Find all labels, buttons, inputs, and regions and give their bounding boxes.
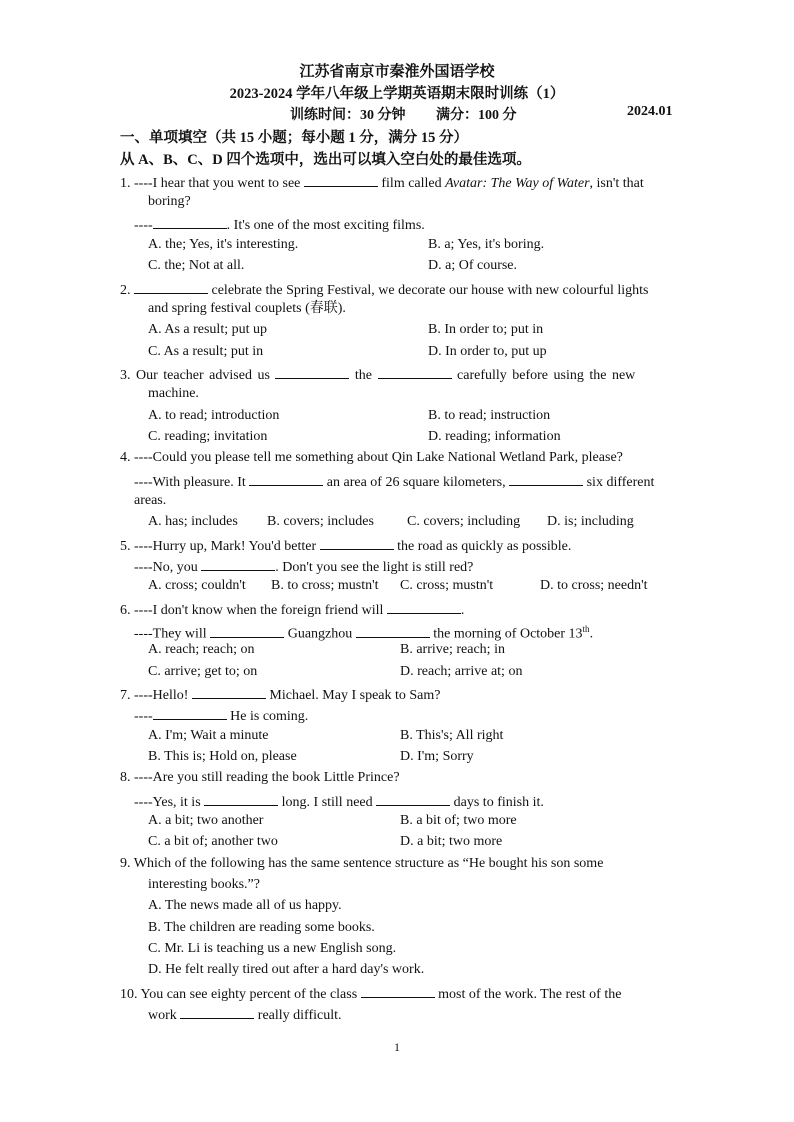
- exam-time: 训练时间：30 分钟: [290, 108, 406, 123]
- option-a: A. As a result; put up: [148, 322, 267, 337]
- blank: [361, 983, 435, 998]
- question-9-line-1: 9. Which of the following has the same sentence structure as “He bought his son some: [120, 856, 604, 871]
- question-3-line-1: 3. Our teacher advised us the carefully before using the new: [120, 364, 635, 385]
- question-6-line-1: 6. ----I don't know when the foreign friend will .: [120, 599, 464, 620]
- option-b: B. to read; instruction: [428, 408, 551, 423]
- option-d: D. a bit; two more: [400, 834, 503, 849]
- option-d: D. He felt really tired out after a hard day's work.: [148, 962, 425, 977]
- option-c: B. This is; Hold on, please: [148, 749, 297, 764]
- blank: [376, 791, 450, 806]
- blank: [509, 471, 583, 486]
- question-8-line-1: 8. ----Are you still reading the book Little Prince?: [120, 770, 400, 785]
- blank: [249, 471, 323, 486]
- question-9-line-2: interesting books.”?: [148, 877, 260, 892]
- blank: [387, 599, 461, 614]
- blank: [210, 623, 284, 638]
- option-a: A. The news made all of us happy.: [148, 898, 342, 913]
- blank: [320, 535, 394, 550]
- blank: [275, 364, 349, 379]
- question-10-line-2: work really difficult.: [148, 1004, 342, 1025]
- question-4-line-3: areas.: [134, 493, 167, 508]
- blank: [201, 556, 275, 571]
- option-b: B. covers; includes: [267, 514, 374, 529]
- option-c: C. cross; mustn't: [400, 578, 494, 593]
- section-instruction: 从 A、B、C、D 四个选项中，选出可以填入空白处的最佳选项。: [120, 152, 531, 168]
- question-1-line-2: boring?: [148, 194, 191, 209]
- question-4-line-1: 4. ----Could you please tell me something about Qin Lake National Wetland Park, please?: [120, 450, 623, 465]
- question-3-line-2: machine.: [148, 386, 199, 401]
- page-number: 1: [394, 1040, 400, 1054]
- option-b: B. The children are reading some books.: [148, 920, 375, 935]
- school-name: 江苏省南京市秦淮外国语学校: [299, 64, 495, 80]
- question-2-line-2: and spring festival couplets (春联).: [148, 301, 346, 316]
- question-8-line-2: ----Yes, it is long. I still need days to finish it.: [134, 791, 544, 812]
- question-5-line-1: 5. ----Hurry up, Mark! You'd better the road as quickly as possible.: [120, 535, 571, 556]
- question-1-line-1: 1. ----I hear that you went to see film called Avatar: The Way of Water, isn't that: [120, 172, 644, 193]
- question-7-line-1: 7. ----Hello! Michael. May I speak to Sam?: [120, 684, 440, 705]
- blank: [192, 684, 266, 699]
- blank: [356, 623, 430, 638]
- option-a: A. the; Yes, it's interesting.: [148, 237, 299, 252]
- option-d: D. reach; arrive at; on: [400, 664, 523, 679]
- option-c: C. reading; invitation: [148, 429, 268, 444]
- blank: [153, 705, 227, 720]
- option-a: A. cross; couldn't: [148, 578, 246, 593]
- option-c: C. the; Not at all.: [148, 258, 245, 273]
- blank: [204, 791, 278, 806]
- option-a: A. I'm; Wait a minute: [148, 728, 269, 743]
- option-a: A. reach; reach; on: [148, 642, 255, 657]
- exam-date: 2024.01: [627, 104, 673, 119]
- option-b: B. a bit of; two more: [400, 813, 517, 828]
- option-d: D. In order to, put up: [428, 344, 547, 359]
- option-d: D. a; Of course.: [428, 258, 518, 273]
- option-c: C. arrive; get to; on: [148, 664, 258, 679]
- option-b: B. arrive; reach; in: [400, 642, 505, 657]
- option-b: B. a; Yes, it's boring.: [428, 237, 545, 252]
- question-7-line-2: ---- He is coming.: [134, 705, 308, 726]
- blank: [378, 364, 452, 379]
- question-6-line-2: ----They will Guangzhou the morning of October 13th.: [134, 624, 594, 642]
- question-5-line-2: ----No, you . Don't you see the light is still red?: [134, 556, 473, 577]
- question-4-line-2: ----With pleasure. It an area of 26 square kilometers, six different: [134, 471, 654, 492]
- question-2-line-1: 2. celebrate the Spring Festival, we decorate our house with new colourful lights: [120, 279, 649, 300]
- option-a: A. a bit; two another: [148, 813, 264, 828]
- option-a: A. has; includes: [148, 514, 238, 529]
- question-10-line-1: 10. You can see eighty percent of the class most of the work. The rest of the: [120, 983, 621, 1004]
- blank: [180, 1004, 254, 1019]
- option-b: B. This's; All right: [400, 728, 504, 743]
- option-c: C. Mr. Li is teaching us a new English song.: [148, 941, 397, 956]
- option-c: C. covers; including: [407, 514, 521, 529]
- option-a: A. to read; introduction: [148, 408, 280, 423]
- option-d: D. reading; information: [428, 429, 561, 444]
- blank: [134, 279, 208, 294]
- question-1-answer-line: ---- . It's one of the most exciting films.: [134, 214, 425, 235]
- option-d: D. is; including: [547, 514, 634, 529]
- option-c: C. a bit of; another two: [148, 834, 278, 849]
- option-b: B. In order to; put in: [428, 322, 544, 337]
- option-d: D. to cross; needn't: [540, 578, 648, 593]
- option-d: D. I'm; Sorry: [400, 749, 474, 764]
- section-title: 一、单项填空（共 15 小题；每小题 1 分，满分 15 分）: [120, 130, 468, 146]
- blank: [304, 172, 378, 187]
- option-b: B. to cross; mustn't: [271, 578, 379, 593]
- exam-title: 2023-2024 学年八年级上学期英语期末限时训练（1）: [229, 86, 565, 102]
- blank: [153, 214, 227, 229]
- full-score: 满分：100 分: [436, 108, 517, 123]
- option-c: C. As a result; put in: [148, 344, 264, 359]
